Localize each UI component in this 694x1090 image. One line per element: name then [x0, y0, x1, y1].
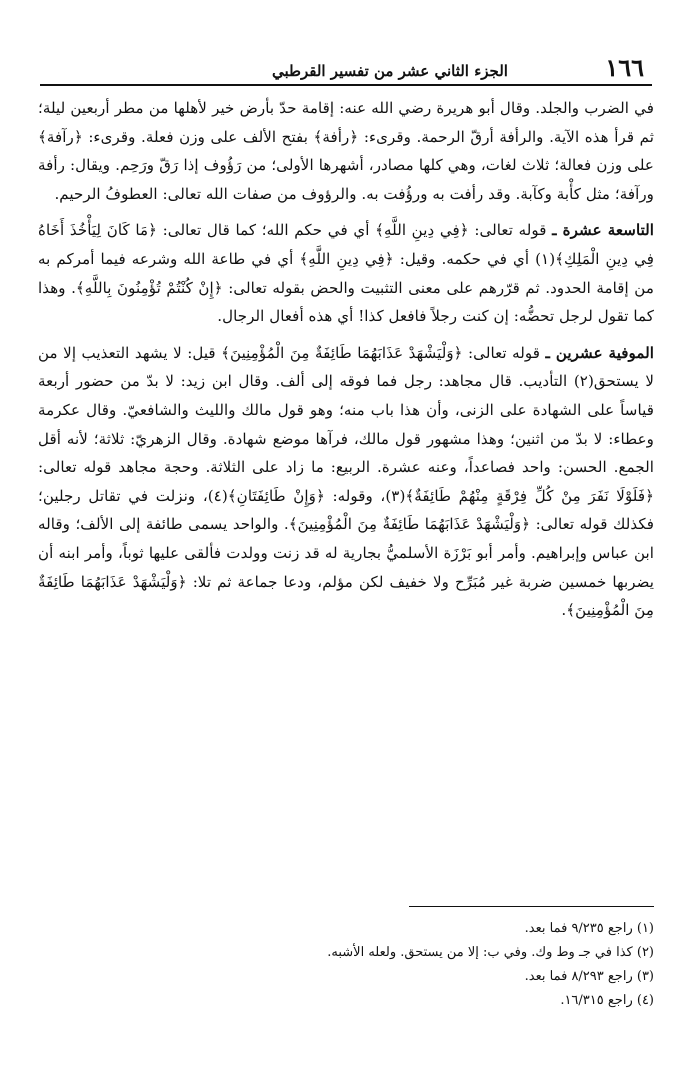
paragraph-text: قوله تعالى: ﴿فِي دِينِ اللَّهِ﴾ أي في حكم الله؛ كما قال تعالى: ﴿مَا كَانَ لِيَأْخُذَ أَخَاهُ فِي دِينِ الْمَلِكِ﴾(١) أي في حكمه. وقيل: ﴿فِي دِينِ اللَّهِ﴾ أي في طاعة الله وشرعه فيما أمركم به من إقامة الحدود. ثم قرّرهم على معنى التثبيت والحض بقوله تعالى: ﴿إِنْ كُنْتُمْ تُؤْمِنُونَ بِاللَّهِ﴾. وهذا كما تقول لرجل تحضُّه: إن كنت رجلاً فافعل كذا! أي هذه أفعال الرجال. — [38, 221, 654, 326]
page-header — [40, 50, 652, 86]
paragraph-intro — [38, 94, 654, 208]
section-title: التاسعة عشرة ـ — [552, 221, 654, 240]
footnote-item: (١) راجع ٩/٢٣٥ فما بعد. — [524, 921, 654, 936]
page-number: ١٦٦ — [605, 53, 644, 82]
running-title: الجزء الثاني عشر من تفسير القرطبي — [272, 62, 508, 80]
footnote-item: (٢) كذا في جـ وط وك. وفي ب: إلا من يستحق. ولعله الأشبه. — [327, 945, 654, 960]
paragraph-text: في الضرب والجلد. وقال أبو هريرة رضي الله عنه: إقامة حدّ بأرض خير لأهلها من مطر أربعين ليلة؛ ثم قرأ هذه الآية. والرأفة أرقّ الرحمة. وقرىء: ﴿رأفة﴾ بفتح الألف على وزن فعلة. وقرىء: ﴿رآفة﴾ على وزن فعالة؛ ثلاث لغات، وهي كلها مصادر، أشهرها الأولى؛ من رَؤُوف إذا رَقّ ورَحِم. ويقال: رأفة ورآفة؛ مثل كأْبة وكآبة. وقد رأفت به ورؤُفت به. والرؤوف من صفات الله تعالى: العطوفُ الرحيم. — [38, 99, 654, 203]
footnote-list — [44, 917, 654, 1013]
paragraph-twentieth — [38, 339, 654, 625]
paragraph-nineteenth — [38, 216, 654, 330]
footnote-item: (٤) راجع ١٦/٣١٥. — [560, 993, 654, 1008]
page-body — [38, 94, 654, 633]
paragraph-text: قوله تعالى: ﴿وَلْيَشْهَدْ عَذَابَهُمَا طَائِفَةٌ مِنَ الْمُؤْمِنِينَ﴾ قيل: لا يشهد التعذيب إلا من لا يستحق(٢) التأديب. قال مجاهد: رجل فما فوقه إلى ألف. وقال ابن زيد: لا بدّ من حضور أربعة قياساً على الشهادة على الزنى، وأن هذا باب منه؛ وهو قول مالك والليث والشافعيّ. وقال عكرمة وعطاء: لا بدّ من اثنين؛ وهذا مشهور قول مالك، فرآها موضع شهادة. وقال الزهريّ: ثلاثة؛ لأنه أقل الجمع. الحسن: واحد فصاعداً، وعنه عشرة. الربيع: ما زاد على الثلاثة. وحجة مجاهد قوله تعالى: ﴿فَلَوْلَا نَفَرَ مِنْ كُلِّ فِرْقَةٍ مِنْهُمْ طَائِفَةٌ﴾(٣)، وقوله: ﴿وَإِنْ طَائِفَتَانِ﴾(٤)، ونزلت في تقاتل رجلين؛ فكذلك قوله تعالى: ﴿وَلْيَشْهَدْ عَذَابَهُمَا طَائِفَةٌ مِنَ الْمُؤْمِنِينَ﴾. والواحد يسمى طائفة إلى الألف؛ وقاله ابن عباس وإبراهيم. وأمر أبو بَرْزَة الأسلميُّ بجارية له قد زنت وولدت فألقى عليها ثوباً، وأمر ابنه أن يضربها خمسين ضربة غير مُبَرِّح ولا خفيف لكن مؤلم، ودعا جماعة ثم تلا: ﴿وَلْيَشْهَدْ عَذَابَهُمَا طَائِفَةٌ مِنَ الْمُؤْمِنِينَ﴾. — [38, 343, 654, 620]
footnotes — [44, 906, 654, 1013]
footnote-item: (٣) راجع ٨/٢٩٣ فما بعد. — [524, 969, 654, 984]
section-title: الموفية عشرين ـ — [545, 343, 655, 362]
footnote-divider — [409, 906, 654, 907]
